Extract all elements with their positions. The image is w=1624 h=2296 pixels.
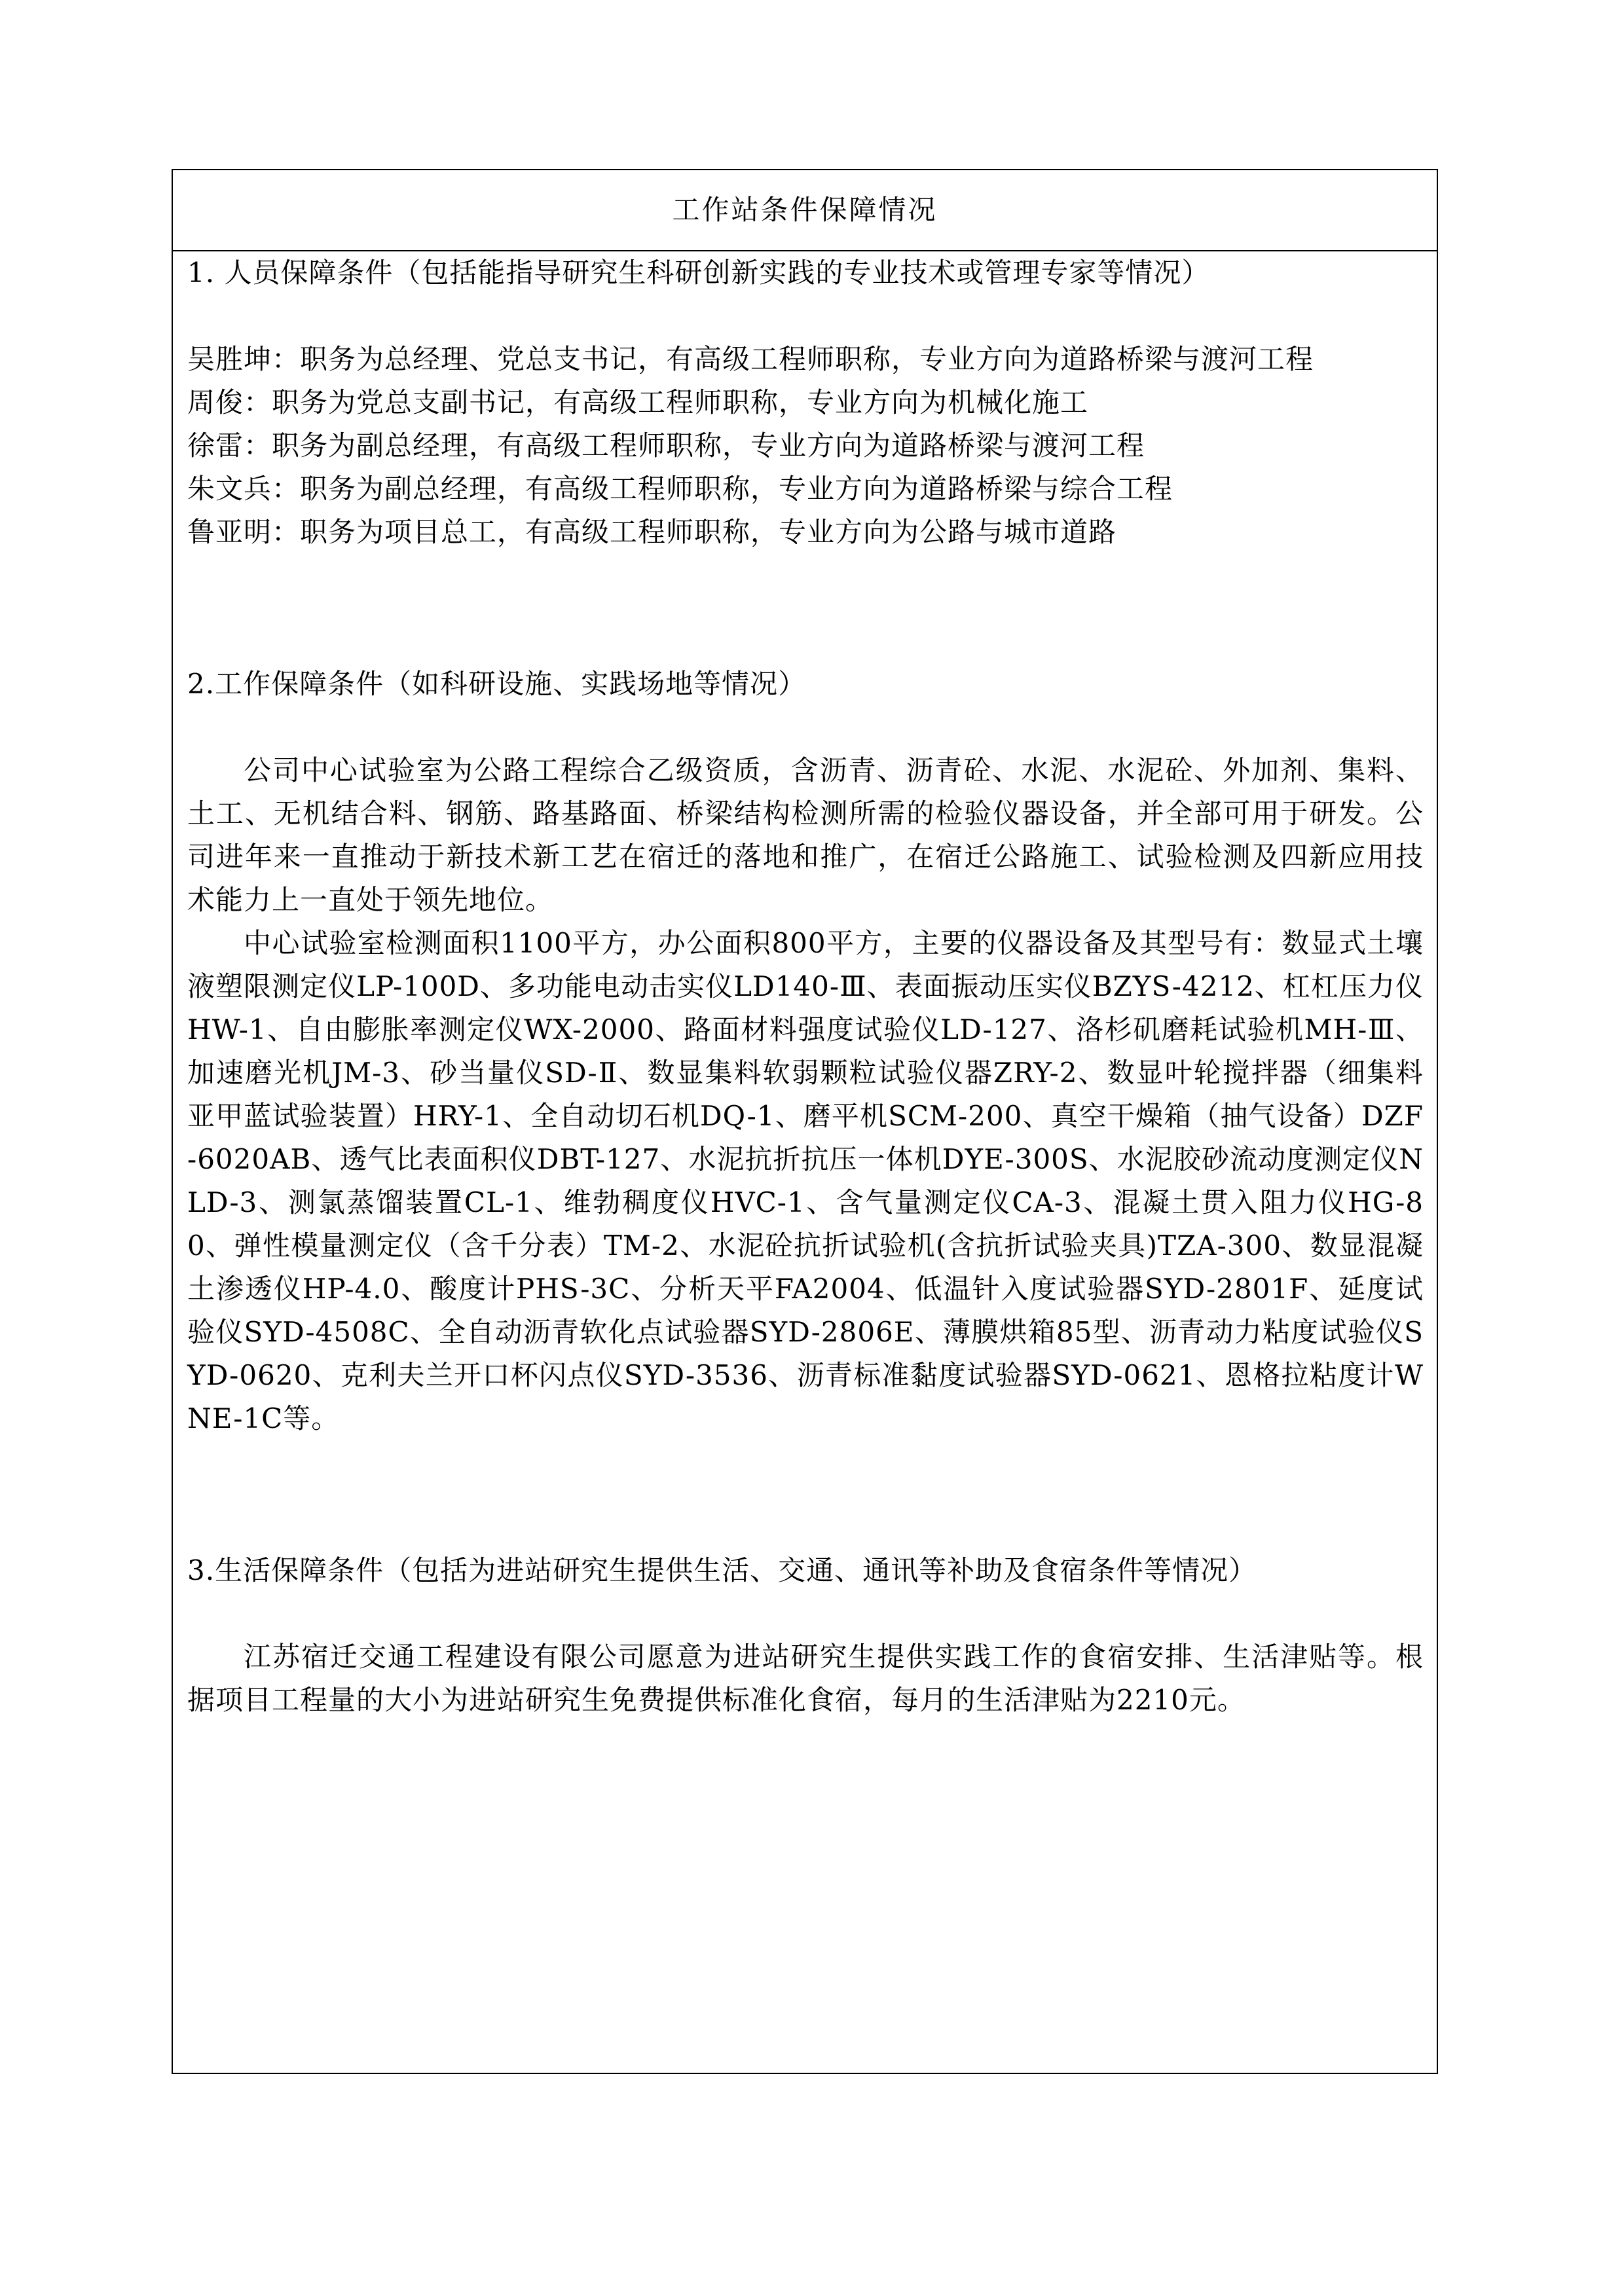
person-entry: 周俊：职务为党总支副书记，有高级工程师职称，专业方向为机械化施工 [187,386,1089,418]
table-title-row [173,170,1437,251]
conditions-table [172,169,1438,2074]
section2-heading: 2.工作保障条件（如科研设施、实践场地等情况） [187,668,807,700]
table-title: 工作站条件保障情况 [672,194,938,226]
spacer [187,295,1424,338]
living-conditions-paragraph: 江苏宿迁交通工程建设有限公司愿意为进站研究生提供实践工作的食宿安排、生活津贴等。根据项目工程量的大小为进站研究生免费提供标准化食宿，每月的生活津贴为2210元。 [187,1641,1424,1716]
spacer [187,1440,1424,1549]
lab-overview-paragraph: 公司中心试验室为公路工程综合乙级资质，含沥青、沥青砼、水泥、水泥砼、外加剂、集料、土工、无机结合料、钢筋、路基路面、桥梁结构检测所需的检验仪器设备，并全部可用于研发。公司进年来一直推动于新技术新工艺在宿迁的落地和推广，在宿迁公路施工、试验检测及四新应用技术能力上一直处于领先地位。 [187,754,1424,916]
section3-heading: 3.生活保障条件（包括为进站研究生提供生活、交通、通讯等补助及食宿条件等情况） [187,1554,1257,1586]
spacer [187,706,1424,749]
person-entry: 徐雷：职务为副总经理，有高级工程师职称，专业方向为道路桥梁与渡河工程 [187,429,1145,462]
spacer [187,554,1424,663]
equipment-list-paragraph: 中心试验室检测面积1100平方，办公面积800平方，主要的仪器设备及其型号有：数显式土壤液塑限测定仪LP-100D、多功能电动击实仪LD140-Ⅲ、表面振动压实仪BZYS-4212、杠杠压力仪HW-1、自由膨胀率测定仪WX-2000、路面材料强度试验仪LD-127、洛杉矶磨耗试验机MH-Ⅲ、加速磨光机JM-3、砂当量仪SD-Ⅱ、数显集料软弱颗粒试验仪器ZRY-2、数显叶轮搅拌器（细集料亚甲蓝试验装置）HRY-1、全自动切石机DQ-1、磨平机SCM-200、真空干燥箱（抽气设备）DZF-6020AB、透气比表面积仪DBT-127、水泥抗折抗压一体机DYE-300S、水泥胶砂流动度测定仪NLD-3、测氯蒸馏装置CL-1、维勃稠度仪HVC-1、含气量测定仪CA-3、混凝土贯入阻力仪HG-80、弹性模量测定仪（含千分表）TM-2、水泥砼抗折试验机(含抗折试验夹具)TZA-300、数显混凝土渗透仪HP-4.0、酸度计PHS-3C、分析天平FA2004、低温针入度试验器SYD-2801F、延度试验仪SYD-4508C、全自动沥青软化点试验器SYD-2806E、薄膜烘箱85型、沥青动力粘度试验仪SYD-0620、克利夫兰开口杯闪点仪SYD-3536、沥青标准黏度试验器SYD-0621、恩格拉粘度计WNE-1C等。 [187,927,1424,1434]
table-content-cell [187,251,1424,1722]
person-entry: 朱文兵：职务为副总经理，有高级工程师职称，专业方向为道路桥梁与综合工程 [187,473,1173,505]
person-entry: 鲁亚明：职务为项目总工，有高级工程师职称，专业方向为公路与城市道路 [187,516,1117,548]
spacer [187,1592,1424,1635]
section1-heading: 1. 人员保障条件（包括能指导研究生科研创新实践的专业技术或管理专家等情况） [187,257,1210,289]
person-entry: 吴胜坤：职务为总经理、党总支书记，有高级工程师职称，专业方向为道路桥梁与渡河工程 [187,343,1314,375]
